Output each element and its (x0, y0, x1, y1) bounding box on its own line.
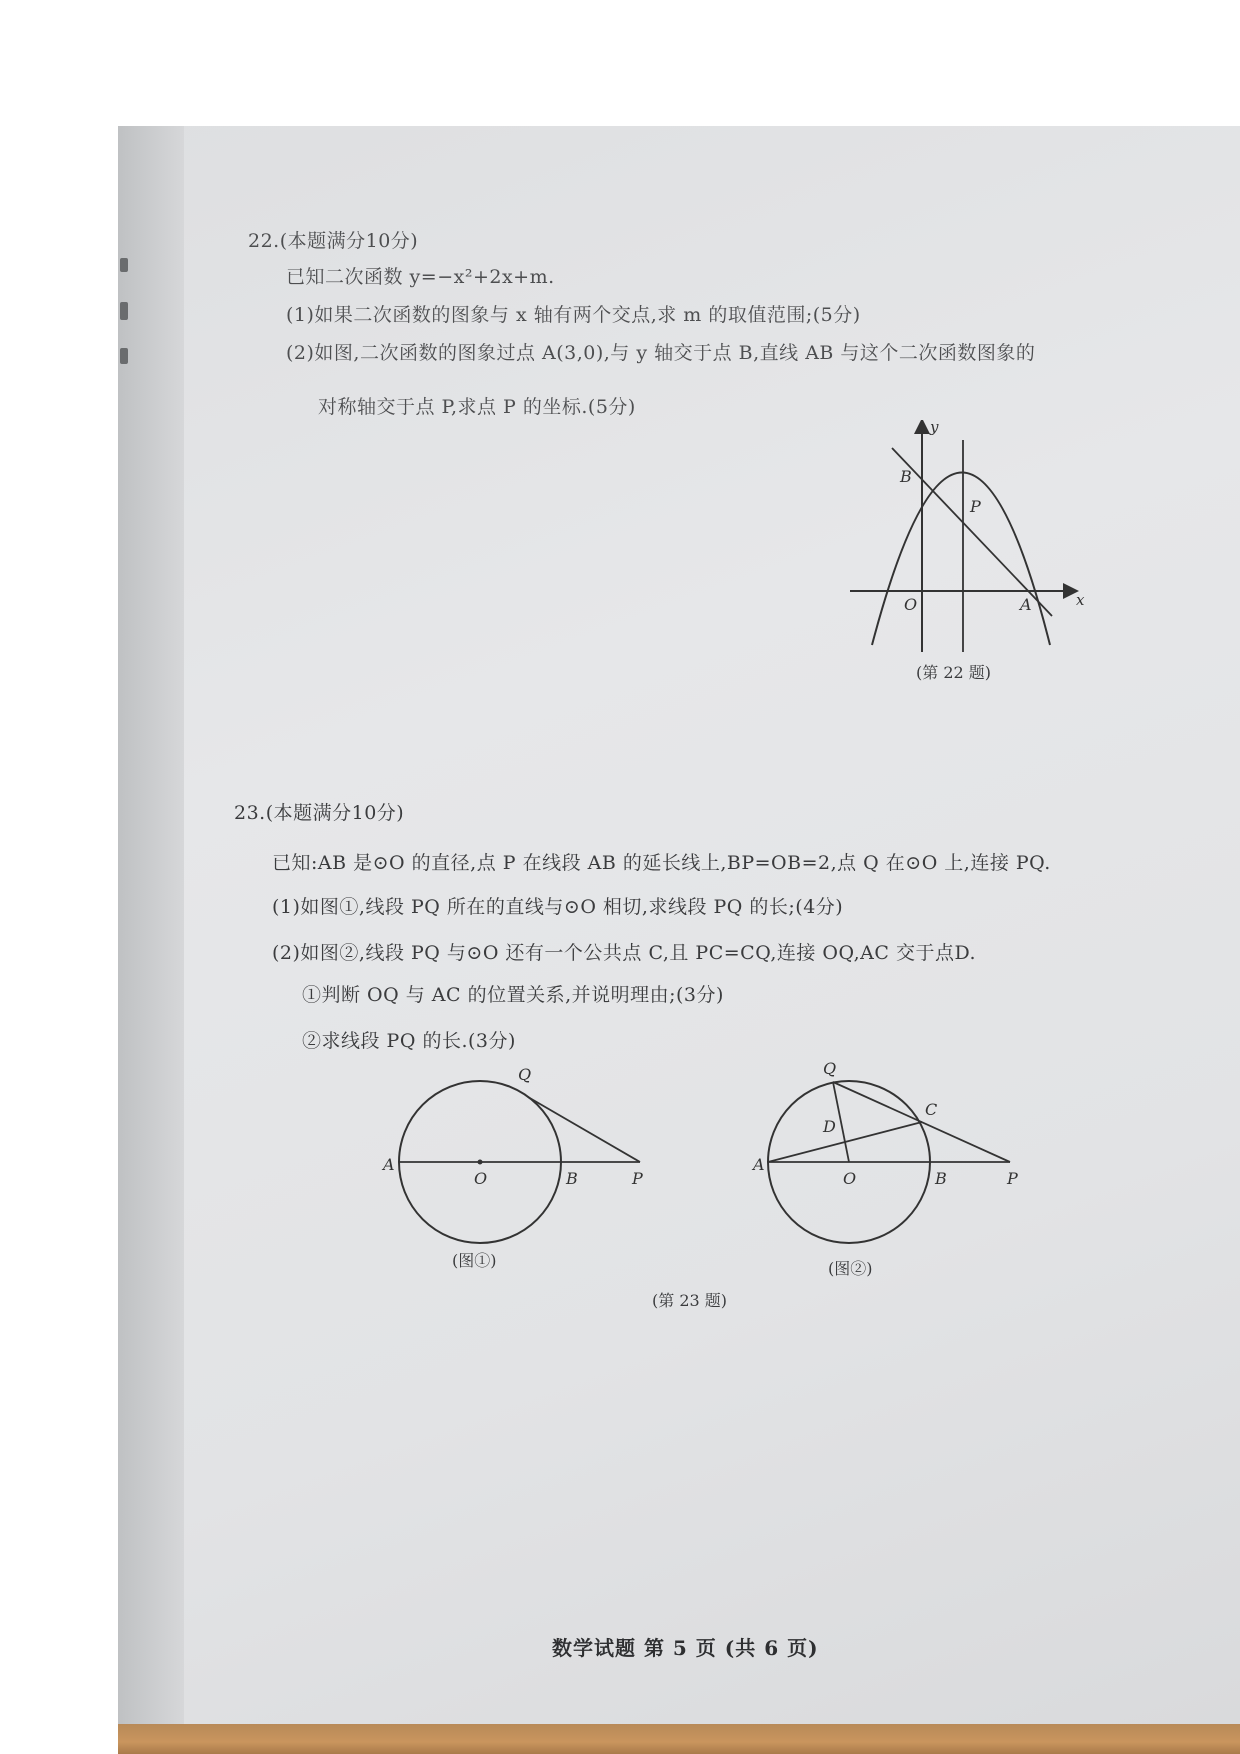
edge-mark (120, 302, 128, 320)
label-a: A (383, 1155, 395, 1174)
q23-stem: 已知:AB 是⊙O 的直径,点 P 在线段 AB 的延长线上,BP=OB=2,点 Q 在⊙O 上,连接 PQ. (272, 852, 1051, 874)
label-o: O (843, 1169, 857, 1188)
label-p: P (632, 1169, 643, 1188)
paper-left-shadow (118, 126, 184, 1726)
q22-header: 22.(本题满分10分) (248, 230, 419, 252)
q23-part2: (2)如图②,线段 PQ 与⊙O 还有一个公共点 C,且 PC=CQ,连接 OQ,AC 交于点D. (272, 942, 977, 964)
q23-part1: (1)如图①,线段 PQ 所在的直线与⊙O 相切,求线段 PQ 的长;(4分) (272, 896, 844, 918)
label-b: B (935, 1169, 947, 1188)
q22-figure-caption: (第 22 题) (916, 663, 992, 682)
center-o-dot (478, 1160, 483, 1165)
label-b: B (900, 467, 912, 486)
q23-part2-sub1: ①判断 OQ 与 AC 的位置关系,并说明理由;(3分) (302, 984, 724, 1006)
page-footer: 数学试题 第 5 页 (共 6 页) (552, 1636, 819, 1660)
q23-fig2-caption: (图②) (828, 1259, 873, 1278)
q23-figure-2 (745, 1060, 1035, 1250)
label-c: C (925, 1100, 938, 1119)
label-o: O (904, 595, 918, 614)
q22-part2-line1: (2)如图,二次函数的图象过点 A(3,0),与 y 轴交于点 B,直线 AB 与这个二次函数图象的 (286, 342, 1036, 364)
q23-part2-sub2: ②求线段 PQ 的长.(3分) (302, 1030, 516, 1052)
q23-figure-caption: (第 23 题) (652, 1291, 728, 1310)
q23-figure-1 (380, 1060, 660, 1250)
label-q: Q (518, 1065, 532, 1084)
table-surface (118, 1724, 1240, 1754)
q22-part2-line2: 对称轴交于点 P,求点 P 的坐标.(5分) (318, 396, 636, 418)
label-a: A (1020, 595, 1032, 614)
q22-parabola-figure (840, 420, 1090, 680)
q22-stem: 已知二次函数 y=−x²+2x+m. (286, 266, 555, 288)
edge-mark (120, 258, 128, 272)
label-d: D (823, 1117, 836, 1136)
label-q: Q (823, 1060, 837, 1078)
label-p: P (970, 497, 981, 516)
segment-ac (768, 1122, 922, 1162)
label-a: A (753, 1155, 765, 1174)
tangent-pq (528, 1097, 640, 1162)
label-p: P (1007, 1169, 1018, 1188)
q22-part1: (1)如果二次函数的图象与 x 轴有两个交点,求 m 的取值范围;(5分) (286, 304, 861, 326)
q23-header: 23.(本题满分10分) (234, 802, 405, 824)
paper-sheet (118, 126, 1240, 1726)
label-o: O (474, 1169, 488, 1188)
edge-mark (120, 348, 128, 364)
label-y: y (930, 420, 939, 436)
parabola-curve (872, 473, 1050, 646)
label-b: B (566, 1169, 578, 1188)
label-x: x (1076, 591, 1085, 609)
q23-fig1-caption: (图①) (452, 1251, 497, 1270)
